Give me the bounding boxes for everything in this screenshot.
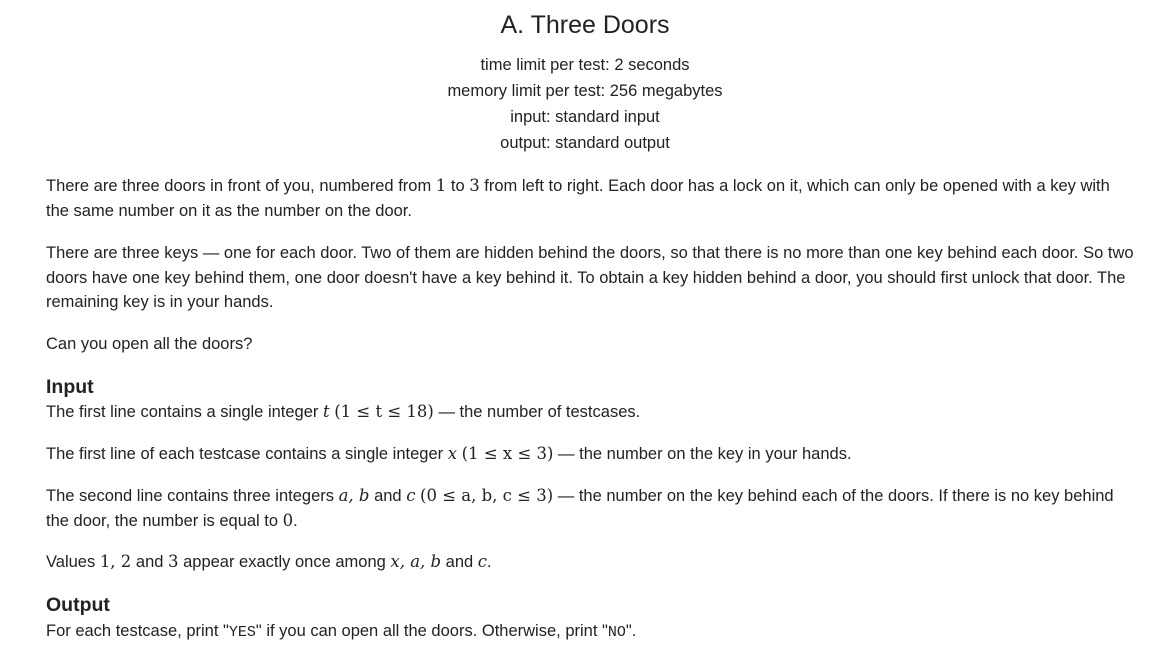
- legend-paragraph-1: [46, 174, 1137, 223]
- text: ".: [625, 622, 637, 640]
- problem-title: A. Three Doors: [500, 11, 670, 39]
- output-line: [46, 619, 1137, 646]
- math: t: [322, 402, 330, 421]
- text: from left to right. Each door has a lock on it, which can only be opened with a key with the same number on it as the number on the door.: [46, 177, 1110, 220]
- text: — the number on the key in your hands.: [553, 445, 852, 463]
- math: 3: [469, 176, 480, 195]
- math: (1 ≤ x ≤ 3): [461, 444, 554, 463]
- math: c: [406, 486, 416, 505]
- code: YES: [228, 624, 256, 641]
- text: appear exactly once among: [178, 553, 391, 571]
- input-line-2: [46, 442, 1137, 467]
- memory-limit: memory limit per test: 256 megabytes: [447, 82, 723, 100]
- text: The first line contains a single integer: [46, 403, 323, 421]
- math: c: [477, 552, 488, 571]
- text: Values: [46, 553, 100, 571]
- math: 0: [282, 510, 294, 530]
- math: (1 ≤ t ≤ 18): [334, 402, 434, 421]
- text: — the number on the key behind each of the doors. If there is no key behind the door, the number is equal to: [46, 487, 1114, 530]
- text: " if you can open all the doors. Otherwise, print ": [255, 622, 608, 640]
- text: The first line of each testcase contains a single integer: [46, 445, 448, 463]
- time-limit: time limit per test: 2 seconds: [480, 56, 690, 74]
- output-spec: output: standard output: [500, 134, 670, 152]
- math: (0 ≤ a, b, c ≤ 3): [420, 486, 554, 505]
- text: and: [131, 553, 169, 571]
- text: The second line contains three integers: [46, 487, 339, 505]
- text: .: [487, 553, 492, 571]
- text: and: [441, 553, 478, 571]
- legend-paragraph-3: Can you open all the doors?: [46, 335, 253, 353]
- math: 3: [168, 552, 179, 571]
- math: x, a, b: [390, 552, 442, 571]
- code: NO: [607, 624, 626, 641]
- math: 1, 2: [99, 552, 132, 571]
- input-line-4: [46, 550, 1137, 575]
- input-heading: Input: [46, 376, 94, 398]
- input-spec: input: standard input: [510, 108, 660, 126]
- math: 1: [435, 176, 447, 195]
- input-line-3: [46, 484, 1137, 533]
- input-line-1: [46, 400, 1137, 425]
- text: .: [293, 511, 298, 530]
- text: — the number of testcases.: [433, 403, 641, 421]
- math: a, b: [338, 486, 370, 505]
- output-heading: Output: [46, 594, 110, 616]
- text: For each testcase, print ": [46, 622, 229, 640]
- text: There are three doors in front of you, numbered from: [46, 177, 436, 195]
- legend-paragraph-2: There are three keys — one for each door. Two of them are hidden behind the doors, so that there is no more than one key behind each door. So two doors have one key behind them, one door doesn't have a key behind it. To obtain a key hidden behind a door, you should first unlock that door. The remaining key is in your hands.: [46, 244, 1134, 311]
- text: to: [446, 177, 470, 195]
- math: x: [447, 444, 458, 463]
- text: and: [369, 487, 407, 505]
